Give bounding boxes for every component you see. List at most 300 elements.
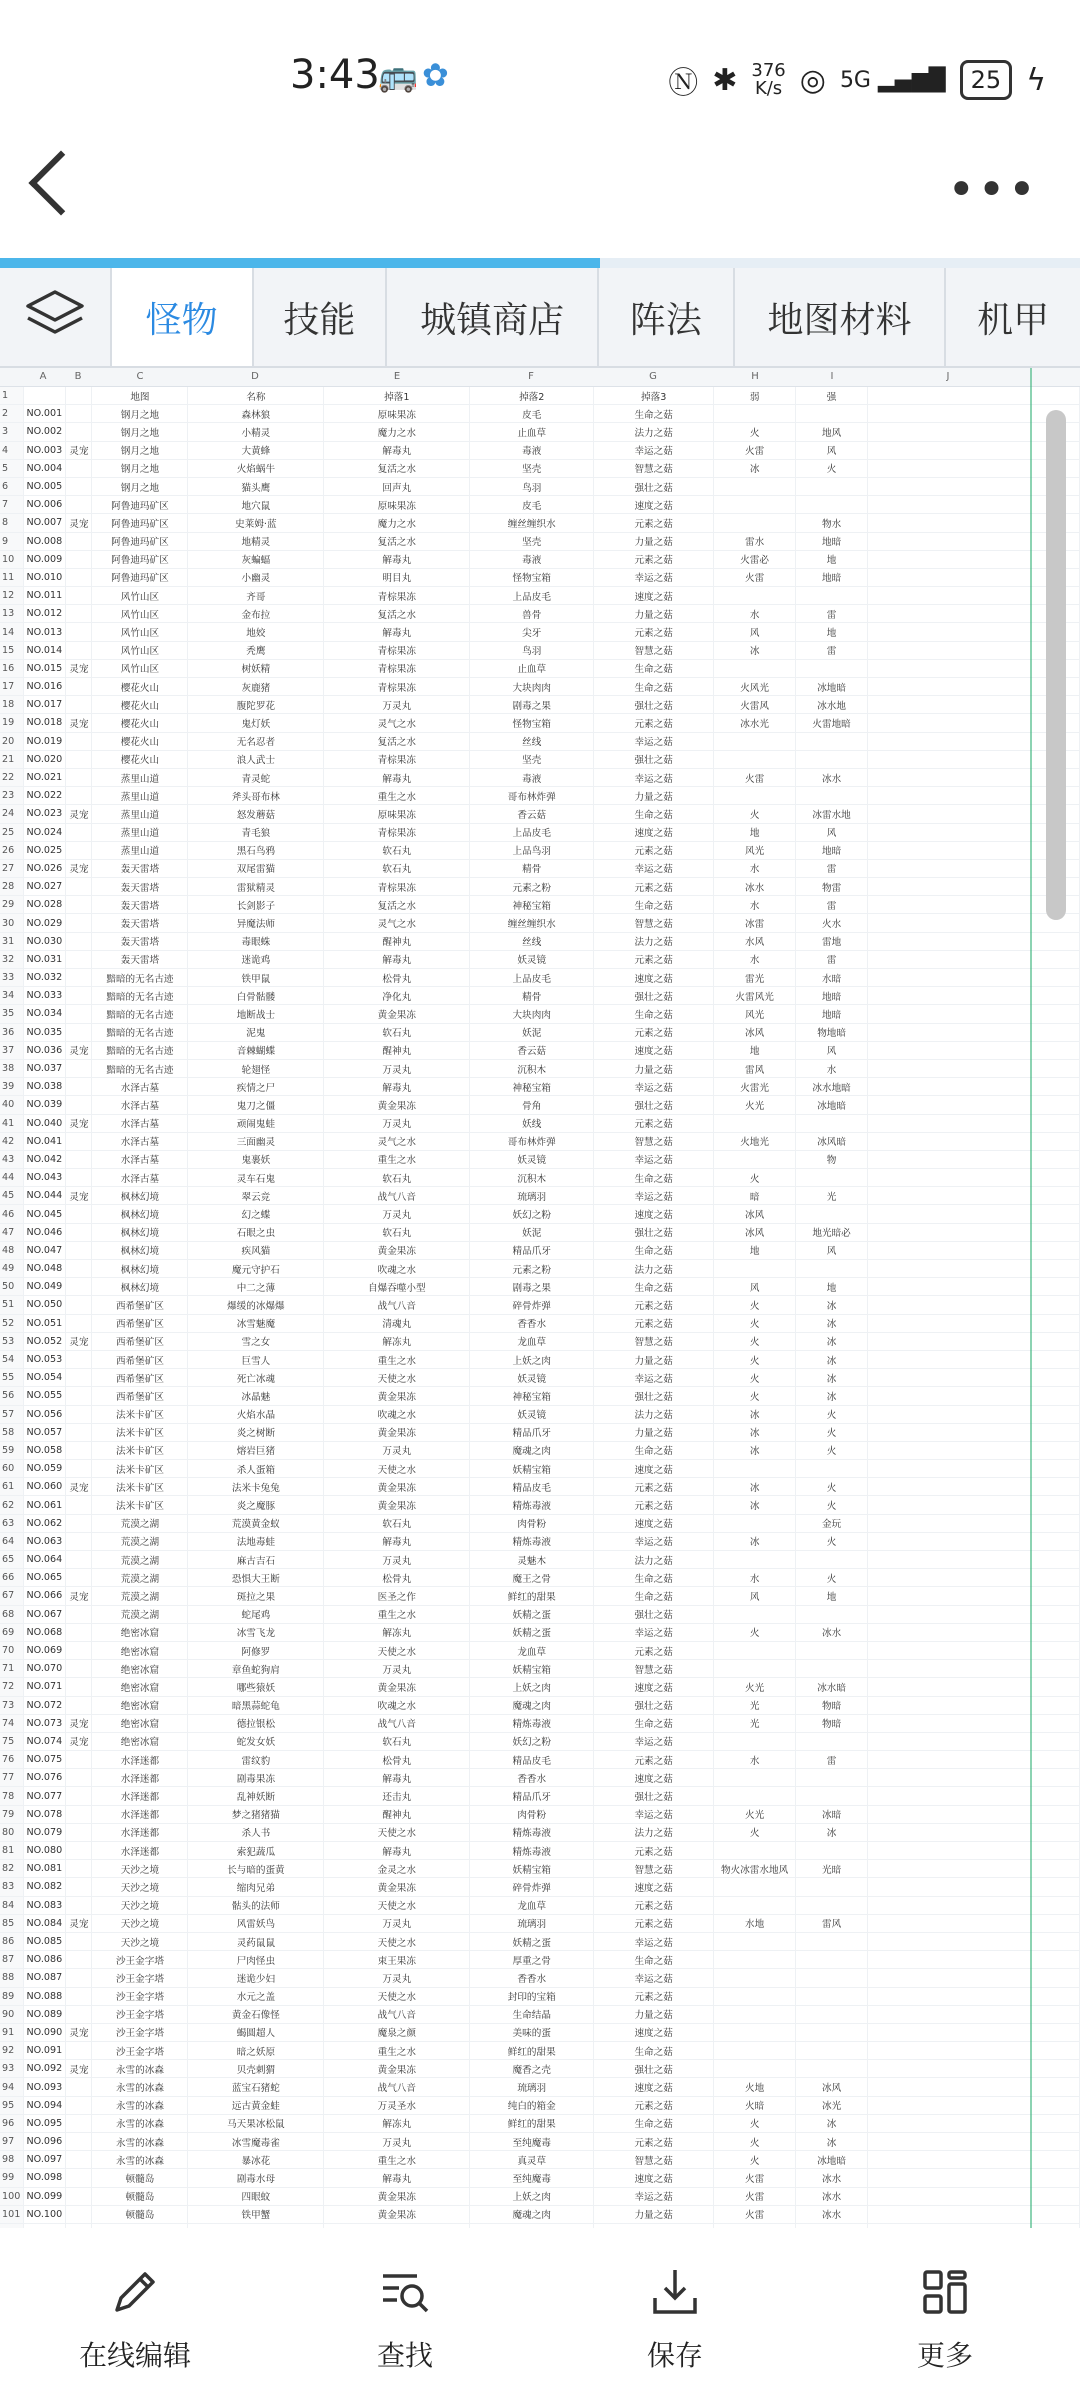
cell-map[interactable]: 水泽古墓 xyxy=(92,1078,188,1096)
cell-id[interactable]: NO.071 xyxy=(24,1678,66,1696)
cell-drop2[interactable]: 妖精之蛋 xyxy=(470,1623,594,1641)
cell-strong[interactable]: 冰暗 xyxy=(796,1805,868,1823)
cell-drop3[interactable]: 法力之菇 xyxy=(594,1405,714,1423)
cell-map[interactable]: 水泽迷都 xyxy=(92,1842,188,1860)
cell-weak[interactable] xyxy=(714,2042,796,2060)
cell-pet[interactable] xyxy=(66,750,92,768)
cell-pet[interactable] xyxy=(66,732,92,750)
row-number[interactable]: 11 xyxy=(0,568,24,586)
cell-drop1[interactable]: 战气八音 xyxy=(324,1187,470,1205)
row-number[interactable]: 101 xyxy=(0,2205,24,2223)
cell-pet[interactable] xyxy=(66,1969,92,1987)
cell-drop1[interactable]: 天使之水 xyxy=(324,1460,470,1478)
cell-drop2[interactable]: 妖精宝箱 xyxy=(470,1660,594,1678)
cell-weak[interactable] xyxy=(714,1896,796,1914)
cell-drop2[interactable]: 琉璃羽 xyxy=(470,2078,594,2096)
cell-drop2[interactable]: 琉璃羽 xyxy=(470,1914,594,1932)
row-number[interactable]: 14 xyxy=(0,623,24,641)
cell-map[interactable]: 樱花火山 xyxy=(92,750,188,768)
cell-weak[interactable]: 火风光 xyxy=(714,678,796,696)
cell-drop3[interactable]: 法力之菇 xyxy=(594,423,714,441)
cell-weak[interactable] xyxy=(714,496,796,514)
cell-drop2[interactable]: 龙血草 xyxy=(470,1641,594,1659)
cell-empty[interactable] xyxy=(868,1260,1080,1278)
cell-drop1[interactable]: 解毒丸 xyxy=(324,550,470,568)
cell-drop3[interactable]: 元素之菇 xyxy=(594,950,714,968)
cell-drop1[interactable]: 松骨丸 xyxy=(324,969,470,987)
cell-drop3[interactable]: 强壮之菇 xyxy=(594,1696,714,1714)
cell-drop1[interactable]: 灵气之水 xyxy=(324,1132,470,1150)
cell-drop3[interactable]: 速度之菇 xyxy=(594,1514,714,1532)
cell-map[interactable]: 荒漠之湖 xyxy=(92,1569,188,1587)
cell-weak[interactable]: 火暗 xyxy=(714,2096,796,2114)
cell-drop1[interactable]: 自爆吞噬小型 xyxy=(324,1278,470,1296)
cell-map[interactable]: 法米卡矿区 xyxy=(92,1460,188,1478)
cell-drop2[interactable]: 精炼毒液 xyxy=(470,1532,594,1550)
cell-drop2[interactable]: 妖灵镜 xyxy=(470,950,594,968)
cell-strong[interactable] xyxy=(796,2042,868,2060)
cell-weak[interactable]: 火雷 xyxy=(714,568,796,586)
cell-id[interactable]: NO.067 xyxy=(24,1605,66,1623)
cell-drop1[interactable]: 天使之水 xyxy=(324,1896,470,1914)
col-letter[interactable]: C xyxy=(136,371,144,382)
cell-drop2[interactable]: 碎骨炸弹 xyxy=(470,1878,594,1896)
cell-name[interactable]: 雪之女 xyxy=(188,1332,324,1350)
header-cell-empty[interactable] xyxy=(868,387,1080,405)
cell-id[interactable]: NO.099 xyxy=(24,2187,66,2205)
cell-id[interactable]: NO.027 xyxy=(24,878,66,896)
cell-pet[interactable] xyxy=(66,1605,92,1623)
cell-name[interactable]: 翠云竞 xyxy=(188,1187,324,1205)
cell-strong[interactable] xyxy=(796,750,868,768)
cell-drop3[interactable]: 幸运之菇 xyxy=(594,1187,714,1205)
row-number[interactable]: 97 xyxy=(0,2133,24,2151)
cell-map[interactable]: 顿髓岛 xyxy=(92,2205,188,2223)
cell-id[interactable]: NO.011 xyxy=(24,587,66,605)
cell-drop1[interactable]: 黄金果冻 xyxy=(324,1241,470,1259)
cell-name[interactable]: 暗之妖原 xyxy=(188,2042,324,2060)
cell-empty[interactable] xyxy=(868,1532,1080,1550)
cell-pet[interactable] xyxy=(66,1369,92,1387)
row-number[interactable]: 54 xyxy=(0,1350,24,1368)
cell-strong[interactable]: 火 xyxy=(796,1405,868,1423)
cell-weak[interactable]: 水 xyxy=(714,1751,796,1769)
cell-id[interactable]: NO.055 xyxy=(24,1387,66,1405)
cell-drop3[interactable]: 速度之菇 xyxy=(594,2169,714,2187)
cell-name[interactable]: 乱神妖断 xyxy=(188,1787,324,1805)
cell-name[interactable]: 迷诡少妇 xyxy=(188,1969,324,1987)
cell-empty[interactable] xyxy=(868,1714,1080,1732)
row-number[interactable]: 23 xyxy=(0,787,24,805)
cell-id[interactable]: NO.013 xyxy=(24,623,66,641)
row-number[interactable]: 8 xyxy=(0,514,24,532)
cell-name[interactable]: 长与暗的蛋黄 xyxy=(188,1860,324,1878)
cell-drop3[interactable]: 法力之菇 xyxy=(594,1551,714,1569)
cell-drop2[interactable]: 坚壳 xyxy=(470,532,594,550)
cell-name[interactable]: 冰雪飞龙 xyxy=(188,1623,324,1641)
cell-pet[interactable] xyxy=(66,1441,92,1459)
cell-drop1[interactable]: 重生之水 xyxy=(324,787,470,805)
cell-pet[interactable] xyxy=(66,1350,92,1368)
cell-strong[interactable] xyxy=(796,1969,868,1987)
cell-map[interactable]: 轰天雷塔 xyxy=(92,932,188,950)
cell-drop1[interactable]: 天使之水 xyxy=(324,1987,470,2005)
cell-map[interactable]: 永雪的冰森 xyxy=(92,2060,188,2078)
row-number[interactable]: 79 xyxy=(0,1805,24,1823)
cell-drop3[interactable]: 速度之菇 xyxy=(594,2078,714,2096)
row-number[interactable]: 86 xyxy=(0,1932,24,1950)
cell-drop2[interactable]: 尖牙 xyxy=(470,623,594,641)
cell-map[interactable]: 钢月之地 xyxy=(92,459,188,477)
cell-drop3[interactable]: 力量之菇 xyxy=(594,2005,714,2023)
cell-id[interactable]: NO.037 xyxy=(24,1059,66,1077)
cell-drop1[interactable]: 万灵丸 xyxy=(324,1059,470,1077)
cell-name[interactable]: 索犯蔬瓜 xyxy=(188,1842,324,1860)
cell-id[interactable]: NO.006 xyxy=(24,496,66,514)
cell-weak[interactable]: 冰 xyxy=(714,1532,796,1550)
cell-pet[interactable] xyxy=(66,1987,92,2005)
cell-drop1[interactable]: 软石丸 xyxy=(324,859,470,877)
cell-drop3[interactable]: 速度之菇 xyxy=(594,587,714,605)
cell-drop2[interactable]: 琉璃羽 xyxy=(470,1187,594,1205)
cell-pet[interactable] xyxy=(66,1296,92,1314)
cell-drop2[interactable]: 香香水 xyxy=(470,1769,594,1787)
cell-drop3[interactable]: 元素之菇 xyxy=(594,1296,714,1314)
cell-map[interactable]: 水泽迷都 xyxy=(92,1769,188,1787)
cell-id[interactable]: NO.078 xyxy=(24,1805,66,1823)
cell-drop1[interactable]: 青棕果冻 xyxy=(324,678,470,696)
cell-strong[interactable] xyxy=(796,2060,868,2078)
cell-id[interactable]: NO.065 xyxy=(24,1569,66,1587)
cell-weak[interactable] xyxy=(714,1842,796,1860)
cell-weak[interactable]: 火 xyxy=(714,1296,796,1314)
cell-drop3[interactable]: 力量之菇 xyxy=(594,787,714,805)
cell-weak[interactable]: 火雷风光 xyxy=(714,987,796,1005)
cell-strong[interactable]: 物地暗 xyxy=(796,1023,868,1041)
cell-empty[interactable] xyxy=(868,2060,1080,2078)
cell-name[interactable]: 贝壳刺猬 xyxy=(188,2060,324,2078)
cell-map[interactable]: 钢月之地 xyxy=(92,477,188,495)
cell-weak[interactable]: 雷风 xyxy=(714,1059,796,1077)
cell-empty[interactable] xyxy=(868,1696,1080,1714)
cell-pet[interactable] xyxy=(66,841,92,859)
cell-strong[interactable] xyxy=(796,732,868,750)
cell-drop2[interactable]: 妖精宝箱 xyxy=(470,1860,594,1878)
cell-weak[interactable]: 光 xyxy=(714,1696,796,1714)
cell-drop3[interactable]: 元素之菇 xyxy=(594,714,714,732)
cell-name[interactable]: 青灵蛇 xyxy=(188,768,324,786)
cell-drop1[interactable]: 天使之水 xyxy=(324,1932,470,1950)
cell-weak[interactable]: 冰 xyxy=(714,1423,796,1441)
cell-drop3[interactable]: 生命之菇 xyxy=(594,1569,714,1587)
row-number[interactable]: 39 xyxy=(0,1078,24,1096)
cell-drop1[interactable]: 软石丸 xyxy=(324,841,470,859)
cell-strong[interactable]: 风 xyxy=(796,441,868,459)
cell-drop1[interactable]: 明目丸 xyxy=(324,568,470,586)
cell-drop1[interactable]: 吹魂之水 xyxy=(324,1405,470,1423)
cell-drop2[interactable]: 鲜红的甜果 xyxy=(470,2042,594,2060)
cell-drop3[interactable]: 生命之菇 xyxy=(594,805,714,823)
cell-drop2[interactable]: 魔魂之肉 xyxy=(470,2205,594,2223)
cell-map[interactable]: 风竹山区 xyxy=(92,587,188,605)
row-number[interactable]: 73 xyxy=(0,1696,24,1714)
cell-empty[interactable] xyxy=(868,1169,1080,1187)
cell-empty[interactable] xyxy=(868,1787,1080,1805)
cell-id[interactable]: NO.084 xyxy=(24,1914,66,1932)
cell-weak[interactable] xyxy=(714,1514,796,1532)
cell-drop3[interactable]: 速度之菇 xyxy=(594,2023,714,2041)
cell-drop3[interactable]: 幸运之菇 xyxy=(594,441,714,459)
cell-map[interactable]: 永雪的冰森 xyxy=(92,2078,188,2096)
cell-pet[interactable] xyxy=(66,1260,92,1278)
cell-empty[interactable] xyxy=(868,1114,1080,1132)
cell-strong[interactable]: 冰水 xyxy=(796,2169,868,2187)
cell-pet[interactable] xyxy=(66,1096,92,1114)
cell-map[interactable]: 风竹山区 xyxy=(92,659,188,677)
cell-weak[interactable] xyxy=(714,2023,796,2041)
cell-strong[interactable]: 雷 xyxy=(796,950,868,968)
cell-drop2[interactable]: 神秘宝箱 xyxy=(470,1078,594,1096)
cell-pet[interactable] xyxy=(66,1860,92,1878)
cell-drop1[interactable]: 金灵之水 xyxy=(324,1860,470,1878)
cell-empty[interactable] xyxy=(868,1369,1080,1387)
cell-drop3[interactable]: 强壮之菇 xyxy=(594,1605,714,1623)
cell-empty[interactable] xyxy=(868,1460,1080,1478)
cell-id[interactable]: NO.080 xyxy=(24,1842,66,1860)
cell-name[interactable]: 四眼蚊 xyxy=(188,2187,324,2205)
cell-pet[interactable]: 灵宠 xyxy=(66,2060,92,2078)
cell-drop1[interactable]: 解冻丸 xyxy=(324,1332,470,1350)
cell-weak[interactable]: 火雷 xyxy=(714,2169,796,2187)
cell-weak[interactable]: 水风 xyxy=(714,932,796,950)
cell-strong[interactable] xyxy=(796,1987,868,2005)
cell-pet[interactable]: 灵宠 xyxy=(66,714,92,732)
cell-empty[interactable] xyxy=(868,1860,1080,1878)
cell-map[interactable]: 西希堡矿区 xyxy=(92,1369,188,1387)
cell-map[interactable]: 阿鲁迪玛矿区 xyxy=(92,550,188,568)
cell-strong[interactable]: 雷风 xyxy=(796,1914,868,1932)
cell-id[interactable]: NO.100 xyxy=(24,2205,66,2223)
row-number[interactable]: 7 xyxy=(0,496,24,514)
cell-weak[interactable]: 水 xyxy=(714,896,796,914)
cell-pet[interactable] xyxy=(66,568,92,586)
cell-map[interactable]: 天沙之境 xyxy=(92,1860,188,1878)
cell-id[interactable]: NO.031 xyxy=(24,950,66,968)
cell-empty[interactable] xyxy=(868,969,1080,987)
cell-drop2[interactable]: 至纯魔毒 xyxy=(470,2133,594,2151)
cell-id[interactable]: NO.003 xyxy=(24,441,66,459)
row-number[interactable]: 16 xyxy=(0,659,24,677)
cell-pet[interactable] xyxy=(66,1787,92,1805)
row-number[interactable]: 74 xyxy=(0,1714,24,1732)
tab-mecha[interactable]: 机甲 xyxy=(977,299,1050,341)
cell-name[interactable]: 双尾雷猫 xyxy=(188,859,324,877)
cell-drop1[interactable]: 解冻丸 xyxy=(324,2114,470,2132)
cell-drop3[interactable]: 幸运之菇 xyxy=(594,2187,714,2205)
cell-name[interactable]: 蝎圆超人 xyxy=(188,2023,324,2041)
cell-drop2[interactable]: 坚壳 xyxy=(470,459,594,477)
cell-map[interactable]: 天沙之境 xyxy=(92,1878,188,1896)
cell-weak[interactable]: 火雷 xyxy=(714,768,796,786)
cell-empty[interactable] xyxy=(868,1896,1080,1914)
cell-id[interactable]: NO.009 xyxy=(24,550,66,568)
cell-drop2[interactable]: 毒液 xyxy=(470,441,594,459)
cell-pet[interactable] xyxy=(66,678,92,696)
row-number[interactable]: 90 xyxy=(0,2005,24,2023)
cell-drop3[interactable]: 生命之菇 xyxy=(594,1441,714,1459)
cell-empty[interactable] xyxy=(868,2114,1080,2132)
cell-drop1[interactable]: 原味果冻 xyxy=(324,496,470,514)
cell-strong[interactable]: 地暗 xyxy=(796,532,868,550)
cell-pet[interactable] xyxy=(66,1223,92,1241)
cell-id[interactable]: NO.045 xyxy=(24,1205,66,1223)
cell-weak[interactable]: 风 xyxy=(714,1278,796,1296)
cell-id[interactable]: NO.007 xyxy=(24,514,66,532)
tab-town-shops[interactable]: 城镇商店 xyxy=(387,268,599,366)
cell-drop1[interactable]: 原味果冻 xyxy=(324,805,470,823)
cell-strong[interactable] xyxy=(796,1932,868,1950)
cell-name[interactable]: 地姣 xyxy=(188,623,324,641)
data-table[interactable] xyxy=(0,387,1080,2242)
cell-map[interactable]: 阿鲁迪玛矿区 xyxy=(92,532,188,550)
cell-id[interactable]: NO.038 xyxy=(24,1078,66,1096)
row-number[interactable]: 95 xyxy=(0,2096,24,2114)
cell-strong[interactable]: 冰 xyxy=(796,2114,868,2132)
row-number[interactable]: 22 xyxy=(0,768,24,786)
cell-name[interactable]: 树妖精 xyxy=(188,659,324,677)
cell-strong[interactable]: 地暗 xyxy=(796,841,868,859)
cell-id[interactable]: NO.098 xyxy=(24,2169,66,2187)
cell-drop1[interactable]: 黄金果冻 xyxy=(324,2205,470,2223)
cell-id[interactable]: NO.047 xyxy=(24,1241,66,1259)
cell-map[interactable]: 蒸里山道 xyxy=(92,768,188,786)
cell-drop3[interactable]: 幸运之菇 xyxy=(594,1078,714,1096)
cell-name[interactable]: 猫头鹰 xyxy=(188,477,324,495)
cell-pet[interactable] xyxy=(66,1805,92,1823)
cell-empty[interactable] xyxy=(868,2005,1080,2023)
cell-drop2[interactable]: 剧毒之果 xyxy=(470,1278,594,1296)
row-number[interactable]: 1 xyxy=(0,387,24,405)
row-number[interactable]: 85 xyxy=(0,1914,24,1932)
cell-drop3[interactable]: 元素之菇 xyxy=(594,1896,714,1914)
cell-drop3[interactable]: 智慧之菇 xyxy=(594,459,714,477)
cell-map[interactable]: 樱花火山 xyxy=(92,714,188,732)
cell-pet[interactable] xyxy=(66,1169,92,1187)
row-number[interactable]: 72 xyxy=(0,1678,24,1696)
cell-strong[interactable]: 冰地暗 xyxy=(796,2151,868,2169)
cell-weak[interactable] xyxy=(714,787,796,805)
cell-strong[interactable]: 火 xyxy=(796,1496,868,1514)
cell-id[interactable]: NO.029 xyxy=(24,914,66,932)
cell-weak[interactable] xyxy=(714,405,796,423)
row-number[interactable]: 82 xyxy=(0,1860,24,1878)
row-number[interactable]: 57 xyxy=(0,1405,24,1423)
row-number[interactable]: 61 xyxy=(0,1478,24,1496)
cell-empty[interactable] xyxy=(868,2205,1080,2223)
cell-drop1[interactable]: 吹魂之水 xyxy=(324,1696,470,1714)
cell-drop3[interactable]: 强壮之菇 xyxy=(594,987,714,1005)
cell-name[interactable]: 金布拉 xyxy=(188,605,324,623)
cell-drop1[interactable]: 软石丸 xyxy=(324,1023,470,1041)
cell-name[interactable]: 雷狱精灵 xyxy=(188,878,324,896)
cell-id[interactable]: NO.002 xyxy=(24,423,66,441)
cell-weak[interactable]: 火雷风 xyxy=(714,696,796,714)
cell-name[interactable]: 齐哥 xyxy=(188,587,324,605)
row-number[interactable]: 30 xyxy=(0,914,24,932)
cell-strong[interactable]: 冰水 xyxy=(796,768,868,786)
cell-id[interactable]: NO.079 xyxy=(24,1823,66,1841)
row-number[interactable]: 70 xyxy=(0,1641,24,1659)
cell-drop2[interactable]: 精炼毒液 xyxy=(470,1823,594,1841)
row-number[interactable]: 44 xyxy=(0,1169,24,1187)
cell-empty[interactable] xyxy=(868,1732,1080,1750)
cell-id[interactable]: NO.096 xyxy=(24,2133,66,2151)
cell-name[interactable]: 大黄蜂 xyxy=(188,441,324,459)
cell-pet[interactable] xyxy=(66,768,92,786)
row-number[interactable]: 96 xyxy=(0,2114,24,2132)
cell-id[interactable]: NO.030 xyxy=(24,932,66,950)
cell-name[interactable]: 斧头哥布林 xyxy=(188,787,324,805)
cell-drop3[interactable]: 幸运之菇 xyxy=(594,768,714,786)
cell-id[interactable]: NO.083 xyxy=(24,1896,66,1914)
cell-drop2[interactable]: 鸟羽 xyxy=(470,477,594,495)
cell-map[interactable]: 樱花火山 xyxy=(92,696,188,714)
cell-drop3[interactable]: 生命之菇 xyxy=(594,1587,714,1605)
cell-empty[interactable] xyxy=(868,2151,1080,2169)
cell-pet[interactable]: 灵宠 xyxy=(66,805,92,823)
cell-strong[interactable] xyxy=(796,587,868,605)
cell-pet[interactable] xyxy=(66,1496,92,1514)
cell-weak[interactable] xyxy=(714,2005,796,2023)
cell-id[interactable]: NO.032 xyxy=(24,969,66,987)
cell-name[interactable]: 哪些猿妖 xyxy=(188,1678,324,1696)
col-letter[interactable]: G xyxy=(649,371,657,382)
cell-drop1[interactable]: 天使之水 xyxy=(324,1641,470,1659)
cell-strong[interactable]: 地暗 xyxy=(796,987,868,1005)
cell-name[interactable]: 怒发蘑菇 xyxy=(188,805,324,823)
row-number[interactable]: 31 xyxy=(0,932,24,950)
cell-strong[interactable]: 火 xyxy=(796,1441,868,1459)
row-number[interactable]: 37 xyxy=(0,1041,24,1059)
cell-drop3[interactable]: 元素之菇 xyxy=(594,1842,714,1860)
cell-id[interactable]: NO.072 xyxy=(24,1696,66,1714)
cell-drop2[interactable]: 神秘宝箱 xyxy=(470,1387,594,1405)
cell-id[interactable]: NO.061 xyxy=(24,1496,66,1514)
cell-weak[interactable]: 火地光 xyxy=(714,1132,796,1150)
cell-id[interactable]: NO.028 xyxy=(24,896,66,914)
save-button[interactable] xyxy=(540,2228,810,2400)
cell-name[interactable]: 地穴鼠 xyxy=(188,496,324,514)
cell-name[interactable]: 章鱼蛇狗肩 xyxy=(188,1660,324,1678)
cell-strong[interactable]: 冰雷水地 xyxy=(796,805,868,823)
cell-drop1[interactable]: 万灵丸 xyxy=(324,1114,470,1132)
cell-empty[interactable] xyxy=(868,1987,1080,2005)
cell-name[interactable]: 麻古吉石 xyxy=(188,1551,324,1569)
cell-empty[interactable] xyxy=(868,1296,1080,1314)
cell-name[interactable]: 轮翅怪 xyxy=(188,1059,324,1077)
cell-id[interactable]: NO.014 xyxy=(24,641,66,659)
cell-drop1[interactable]: 青棕果冻 xyxy=(324,878,470,896)
cell-map[interactable]: 西希堡矿区 xyxy=(92,1296,188,1314)
cell-strong[interactable]: 冰水暗 xyxy=(796,1678,868,1696)
cell-id[interactable]: NO.064 xyxy=(24,1551,66,1569)
cell-map[interactable]: 轰天雷塔 xyxy=(92,914,188,932)
cell-drop1[interactable]: 黄金果冻 xyxy=(324,1478,470,1496)
cell-empty[interactable] xyxy=(868,1314,1080,1332)
cell-empty[interactable] xyxy=(868,1823,1080,1841)
cell-drop3[interactable]: 生命之菇 xyxy=(594,678,714,696)
cell-map[interactable]: 蒸里山道 xyxy=(92,823,188,841)
